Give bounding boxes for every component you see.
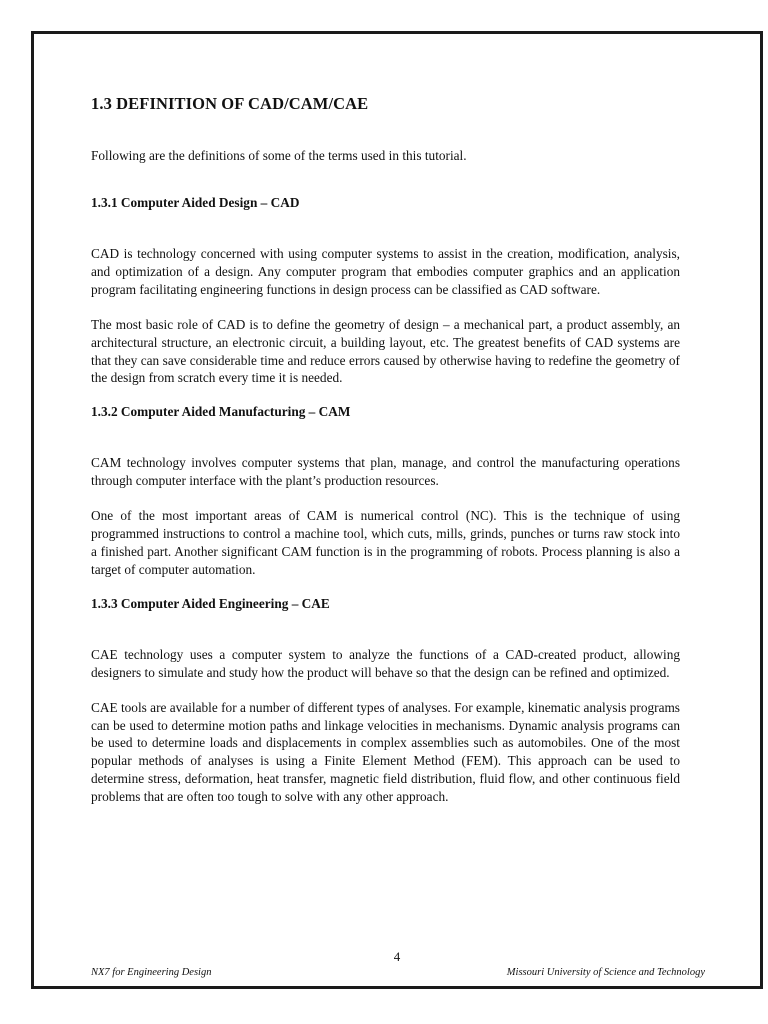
intro-text: Following are the definitions of some of the terms used in this tutorial. — [91, 148, 467, 163]
section-cam — [91, 404, 680, 578]
section-cad — [91, 195, 680, 387]
subsection-title: 1.3.1 Computer Aided Design – CAD — [91, 195, 300, 210]
page-number: 4 — [393, 949, 401, 964]
paragraph: CAE tools are available for a number of different types of analyses. For example, kinematic analysis programs can be used to determine motion paths and linkage velocities in mechanisms. Dynamic analysis programs can be used to determine loads and displacements in complex assemblies such as automobiles. One of the most popular methods of analyses is using a Finite Element Method (FEM). This approach can be used to determine stress, deformation, heat transfer, magnetic field distribution, fluid flow, and other continuous field problems that are often too tough to solve with any other approach. — [91, 699, 680, 805]
footer-institution: Missouri University of Science and Technology — [506, 967, 705, 978]
paragraph: CAM technology involves computer systems that plan, manage, and control the manufacturing operations through computer interface with the plant’s production resources. — [91, 455, 680, 489]
section-cae — [91, 596, 680, 806]
document-page — [31, 31, 763, 989]
footer-book-title: NX7 for Engineering Design — [91, 967, 212, 978]
section-heading: 1.3 DEFINITION OF CAD/CAM/CAE — [91, 94, 369, 113]
paragraph: The most basic role of CAD is to define the geometry of design – a mechanical part, a product assembly, an architectural structure, an electronic circuit, a building layout, etc. The greatest benefits of CAD systems are that they can save considerable time and reduce errors caused by otherwise having to redefine the geometry of the design from scratch every time it is needed. — [91, 316, 680, 386]
subsection-title: 1.3.3 Computer Aided Engineering – CAE — [91, 595, 330, 611]
subsection-title: 1.3.2 Computer Aided Manufacturing – CAM — [91, 404, 351, 420]
paragraph: One of the most important areas of CAM is numerical control (NC). This is the technique of using programmed instructions to control a machine tool, which cuts, mills, grinds, punches or turns raw stock into a finished part. Another significant CAM function is in the programming of robots. Process planning is also a target of computer automation. — [91, 508, 680, 577]
paragraph: CAD is technology concerned with using computer systems to assist in the creation, modification, analysis, and optimization of a design. Any computer program that embodies computer graphics and an application program facilitating engineering functions in design process can be classified as CAD software. — [91, 246, 680, 297]
paragraph: CAE technology uses a computer system to analyze the functions of a CAD-created product, allowing designers to simulate and study how the product will behave so that the design can be refined and optimized. — [91, 646, 680, 680]
page-content — [91, 94, 680, 823]
